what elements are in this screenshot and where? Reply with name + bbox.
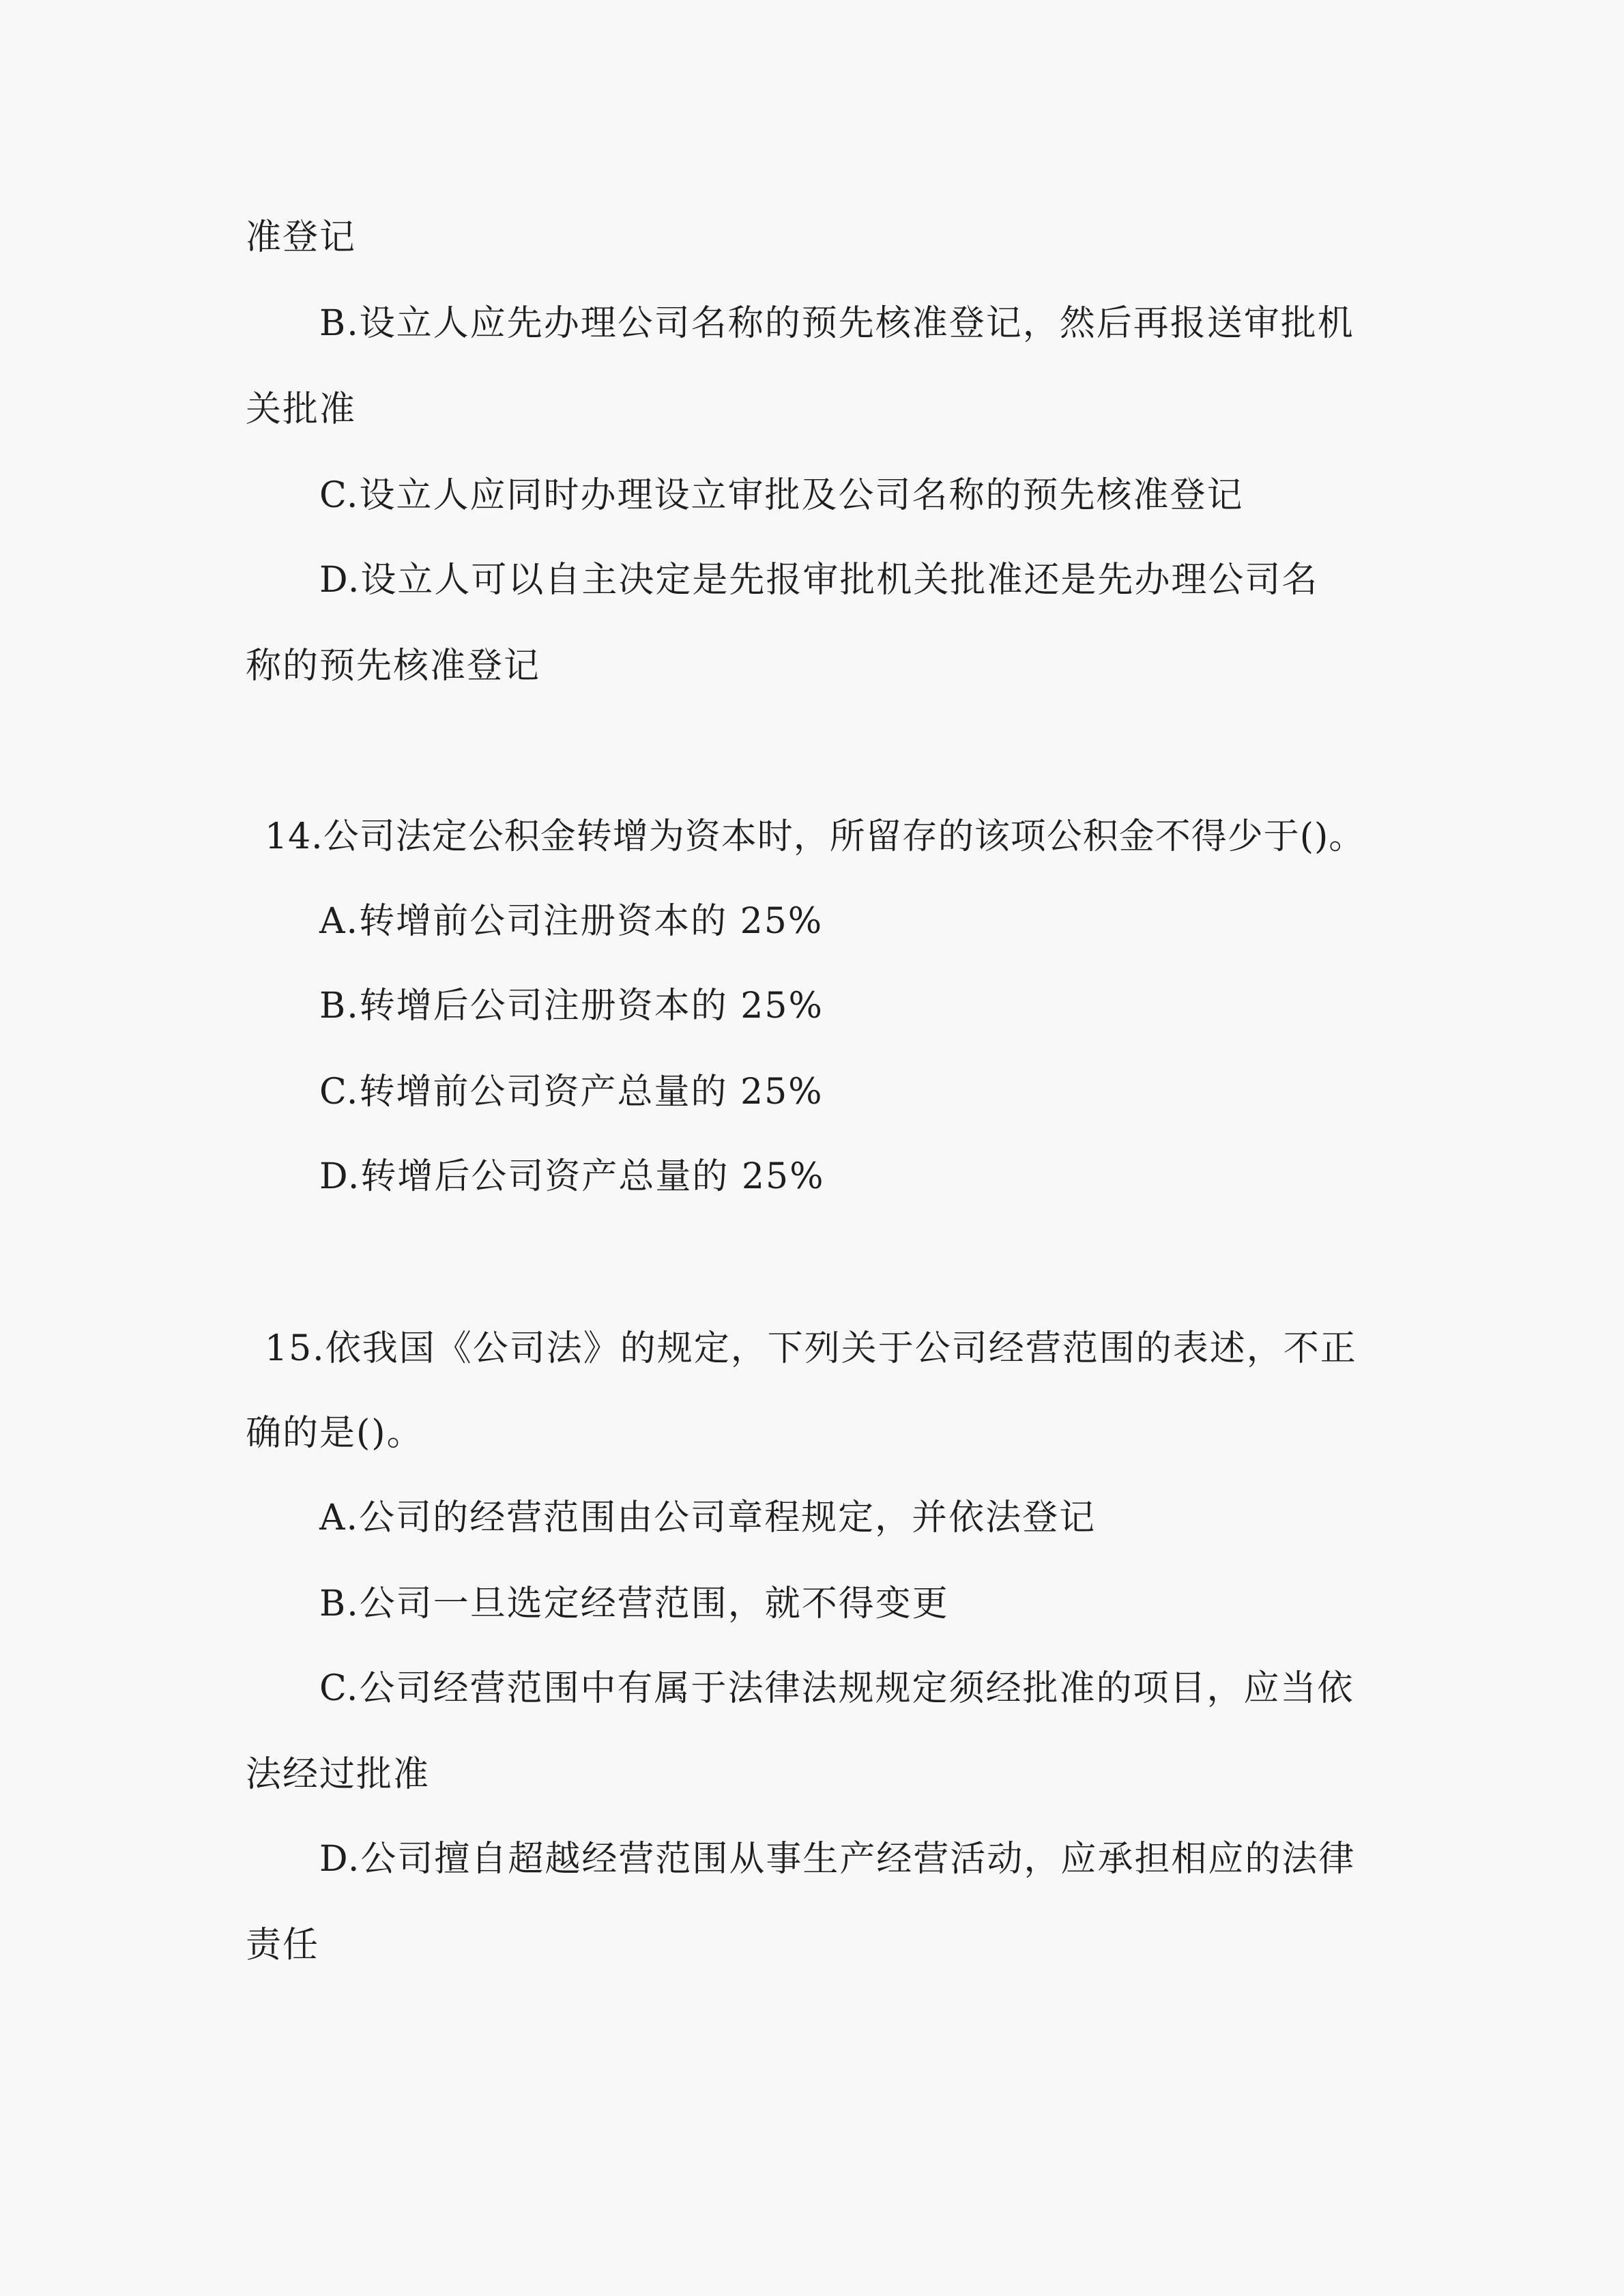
question-15-option-a: A.公司的经营范围由公司章程规定，并依法登记 (319, 1497, 1097, 1538)
question-14-option-a: A.转增前公司注册资本的 25% (319, 901, 824, 942)
question-13-option-b-continuation: 关批准 (246, 389, 357, 430)
question-15-option-b: B.公司一旦选定经营范围，就不得变更 (319, 1583, 949, 1624)
question-14-option-c: C.转增前公司资产总量的 25% (319, 1072, 824, 1113)
question-15-option-c: C.公司经营范围中有属于法律法规规定须经批准的项目，应当依 (319, 1668, 1354, 1709)
question-15-option-d-continuation: 责任 (246, 1925, 320, 1966)
question-13-option-d-continuation: 称的预先核准登记 (246, 646, 541, 687)
question-13-stem-continuation: 准登记 (246, 217, 357, 258)
question-13-option-c: C.设立人应同时办理设立审批及公司名称的预先核准登记 (319, 475, 1244, 516)
question-15-option-c-continuation: 法经过批准 (246, 1754, 431, 1795)
question-15-option-d: D.公司擅自超越经营范围从事生产经营活动，应承担相应的法律 (319, 1839, 1356, 1880)
question-14-stem: 14.公司法定公积金转增为资本时，所留存的该项公积金不得少于()。 (265, 816, 1365, 857)
question-14-option-b: B.转增后公司注册资本的 25% (319, 986, 824, 1027)
question-14-option-d: D.转增后公司资产总量的 25% (319, 1156, 825, 1197)
question-13-option-b: B.设立人应先办理公司名称的预先核准登记，然后再报送审批机 (319, 303, 1354, 344)
question-15-stem: 15.依我国《公司法》的规定，下列关于公司经营范围的表述，不正 (265, 1328, 1357, 1369)
question-13-option-d: D.设立人可以自主决定是先报审批机关批准还是先办理公司名 (319, 560, 1319, 601)
question-15-stem-continuation: 确的是()。 (246, 1413, 424, 1454)
